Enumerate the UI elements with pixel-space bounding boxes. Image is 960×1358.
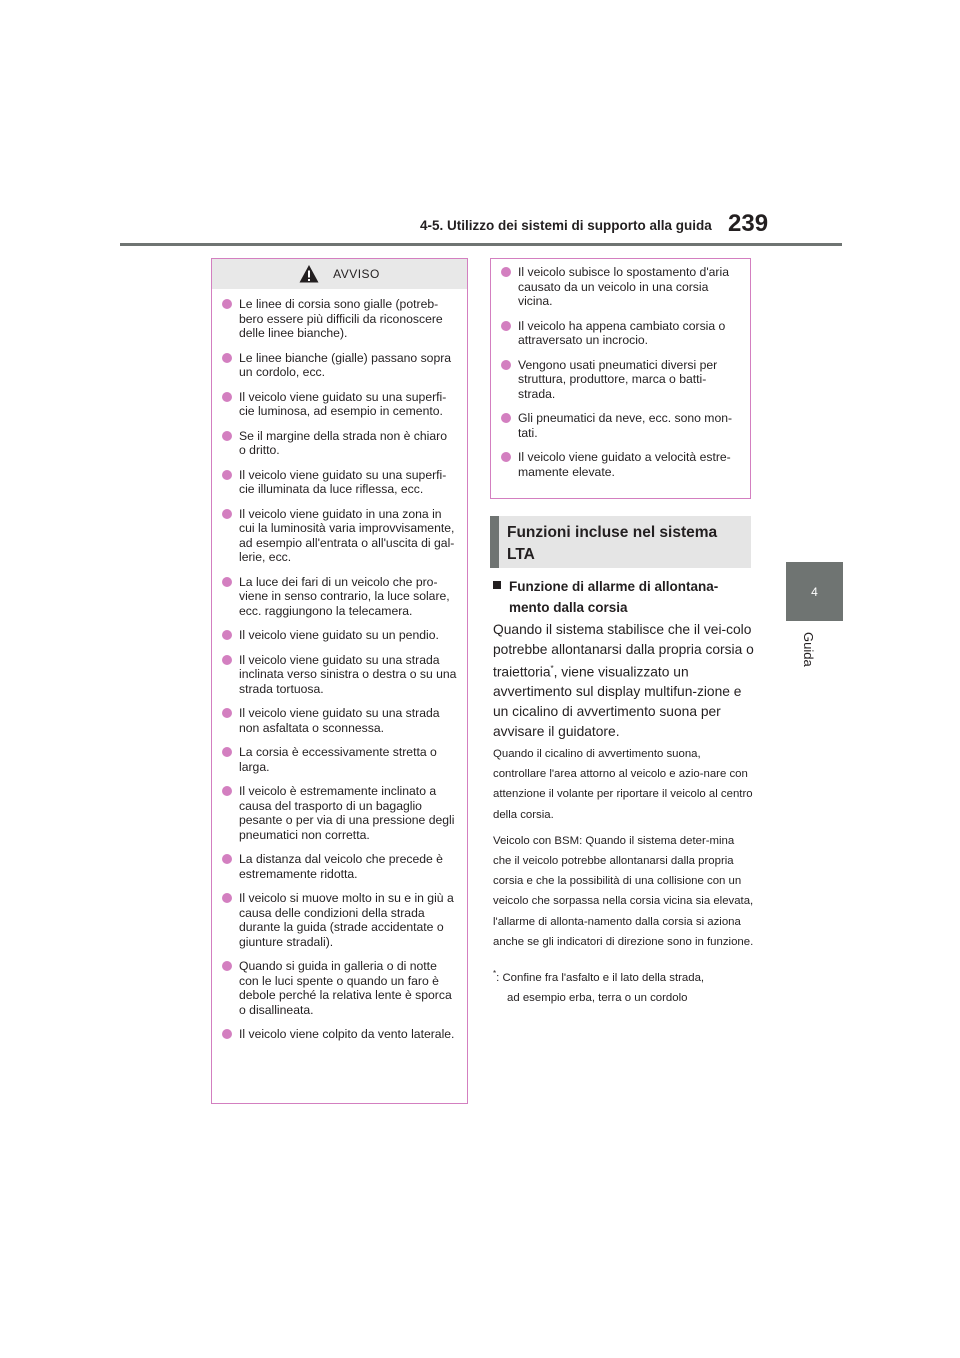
paragraph: Veicolo con BSM: Quando il sistema deter-mina che il veicolo potrebbe allontanarsi dalla propria corsia e che la possibilità di una collisione con un veicolo che sorpassa nella corsia vicina sia elevata, l'allarme di allonta-namento dalla corsia si aziona anche se gli indicatori di direzione sono in funzione.	[493, 834, 754, 948]
list-item: Gli pneumatici da neve, ecc. sono mon-tati.	[501, 411, 740, 440]
bullet-icon	[222, 630, 232, 640]
bullet-icon	[222, 392, 232, 402]
paragraph: Quando il cicalino di avvertimento suona, controllare l'area attorno al veicolo e azio-nare con attenzione il volante per riportare il veicolo al centro della corsia.	[493, 748, 753, 821]
chapter-label: Guida	[801, 632, 816, 667]
list-item: Il veicolo viene guidato su una superfi-cie illuminata da luce riflessa, ecc.	[222, 468, 457, 497]
bullet-icon	[501, 321, 511, 331]
footnote: *: Confine fra l'asfalto e il lato della strada, ad esempio erba, terra o un cordolo	[493, 969, 705, 1004]
lead-paragraph: Quando il sistema stabilisce che il vei-colo potrebbe allontanarsi dalla propria corsia o traiettoria*, viene visualizzato un avvertimento sul display multifun-zione e un cicalino di avvertimento suona per avvisare il guidatore.	[493, 622, 754, 739]
list-item: Il veicolo viene colpito da vento laterale.	[222, 1027, 457, 1042]
list-item: Se il margine della strada non è chiaro o dritto.	[222, 429, 457, 458]
header-divider	[120, 243, 842, 246]
list-item: Il veicolo viene guidato in una zona in cui la luminosità varia improvvisamente, ad esempio all'entrata o all'uscita di gal-lerie, ecc.	[222, 507, 457, 565]
footnote-marker: *	[550, 664, 554, 674]
list-item: Le linee di corsia sono gialle (potreb-bero essere più difficili da riconoscere delle linee bianche).	[222, 297, 457, 341]
list-item: Il veicolo si muove molto in su e in giù a causa delle condizioni della strada durante la guida (strade accidentate o giunture stradali).	[222, 891, 457, 949]
bullet-icon	[222, 786, 232, 796]
list-item: La luce dei fari di un veicolo che pro-viene in senso contrario, la luce solare, ecc. raggiungono la telecamera.	[222, 575, 457, 619]
list-item: Il veicolo subisce lo spostamento d'aria causato da un veicolo in una corsia vicina.	[501, 265, 740, 309]
warning-triangle-icon	[299, 264, 319, 284]
warning-box-continued	[490, 258, 751, 499]
bullet-icon	[222, 431, 232, 441]
bullet-icon	[222, 854, 232, 864]
list-item: Il veicolo viene guidato su un pendio.	[222, 628, 457, 643]
bullet-icon	[222, 353, 232, 363]
list-item: Vengono usati pneumatici diversi per struttura, produttore, marca o batti-strada.	[501, 358, 740, 402]
body-text	[493, 744, 755, 958]
bullet-icon	[222, 655, 232, 665]
list-item: Il veicolo viene guidato a velocità estre-mamente elevate.	[501, 450, 740, 479]
warning-box	[211, 258, 468, 1104]
bullet-icon	[222, 577, 232, 587]
square-bullet-icon	[493, 581, 501, 589]
bullet-icon	[501, 413, 511, 423]
section-title: Funzioni incluse nel sistema LTA	[490, 516, 751, 568]
list-item: Il veicolo viene guidato su una superfi-cie luminosa, ad esempio in cemento.	[222, 390, 457, 419]
list-item: La corsia è eccessivamente stretta o larga.	[222, 745, 457, 774]
bullet-icon	[222, 299, 232, 309]
list-item: Le linee bianche (gialle) passano sopra un cordolo, ecc.	[222, 351, 457, 380]
warning-list	[212, 289, 467, 1042]
bullet-icon	[501, 452, 511, 462]
list-item: Il veicolo viene guidato su una strada non asfaltata o sconnessa.	[222, 706, 457, 735]
bullet-icon	[501, 360, 511, 370]
bullet-icon	[222, 961, 232, 971]
list-item: Il veicolo è estremamente inclinato a causa del trasporto di un bagaglio pesante o per via di una pressione degli pneumatici non corretta.	[222, 784, 457, 842]
list-item: Il veicolo viene guidato su una strada inclinata verso sinistra o destra o su una strada tortuosa.	[222, 653, 457, 697]
chapter-tab	[786, 562, 843, 621]
chapter-number: 4	[811, 584, 818, 599]
bullet-icon	[222, 509, 232, 519]
subheading: Funzione di allarme di allontana- mento dalla corsia	[493, 576, 753, 618]
bullet-icon	[501, 267, 511, 277]
page-number: 239	[728, 210, 769, 237]
bullet-icon	[222, 470, 232, 480]
bullet-icon	[222, 708, 232, 718]
list-item: Il veicolo ha appena cambiato corsia o attraversato un incrocio.	[501, 319, 740, 348]
list-item: Quando si guida in galleria o di notte con le luci spente o quando un faro è debole perché la relativa lente è sporca o disallineata.	[222, 959, 457, 1017]
list-item: La distanza dal veicolo che precede è estremamente ridotta.	[222, 852, 457, 881]
warning-title: AVVISO	[333, 267, 380, 281]
warning-header	[212, 259, 467, 289]
running-header: 4-5. Utilizzo dei sistemi di supporto alla guida	[420, 218, 712, 233]
bullet-icon	[222, 893, 232, 903]
warning-list-continued	[491, 259, 750, 479]
bullet-icon	[222, 747, 232, 757]
bullet-icon	[222, 1029, 232, 1039]
